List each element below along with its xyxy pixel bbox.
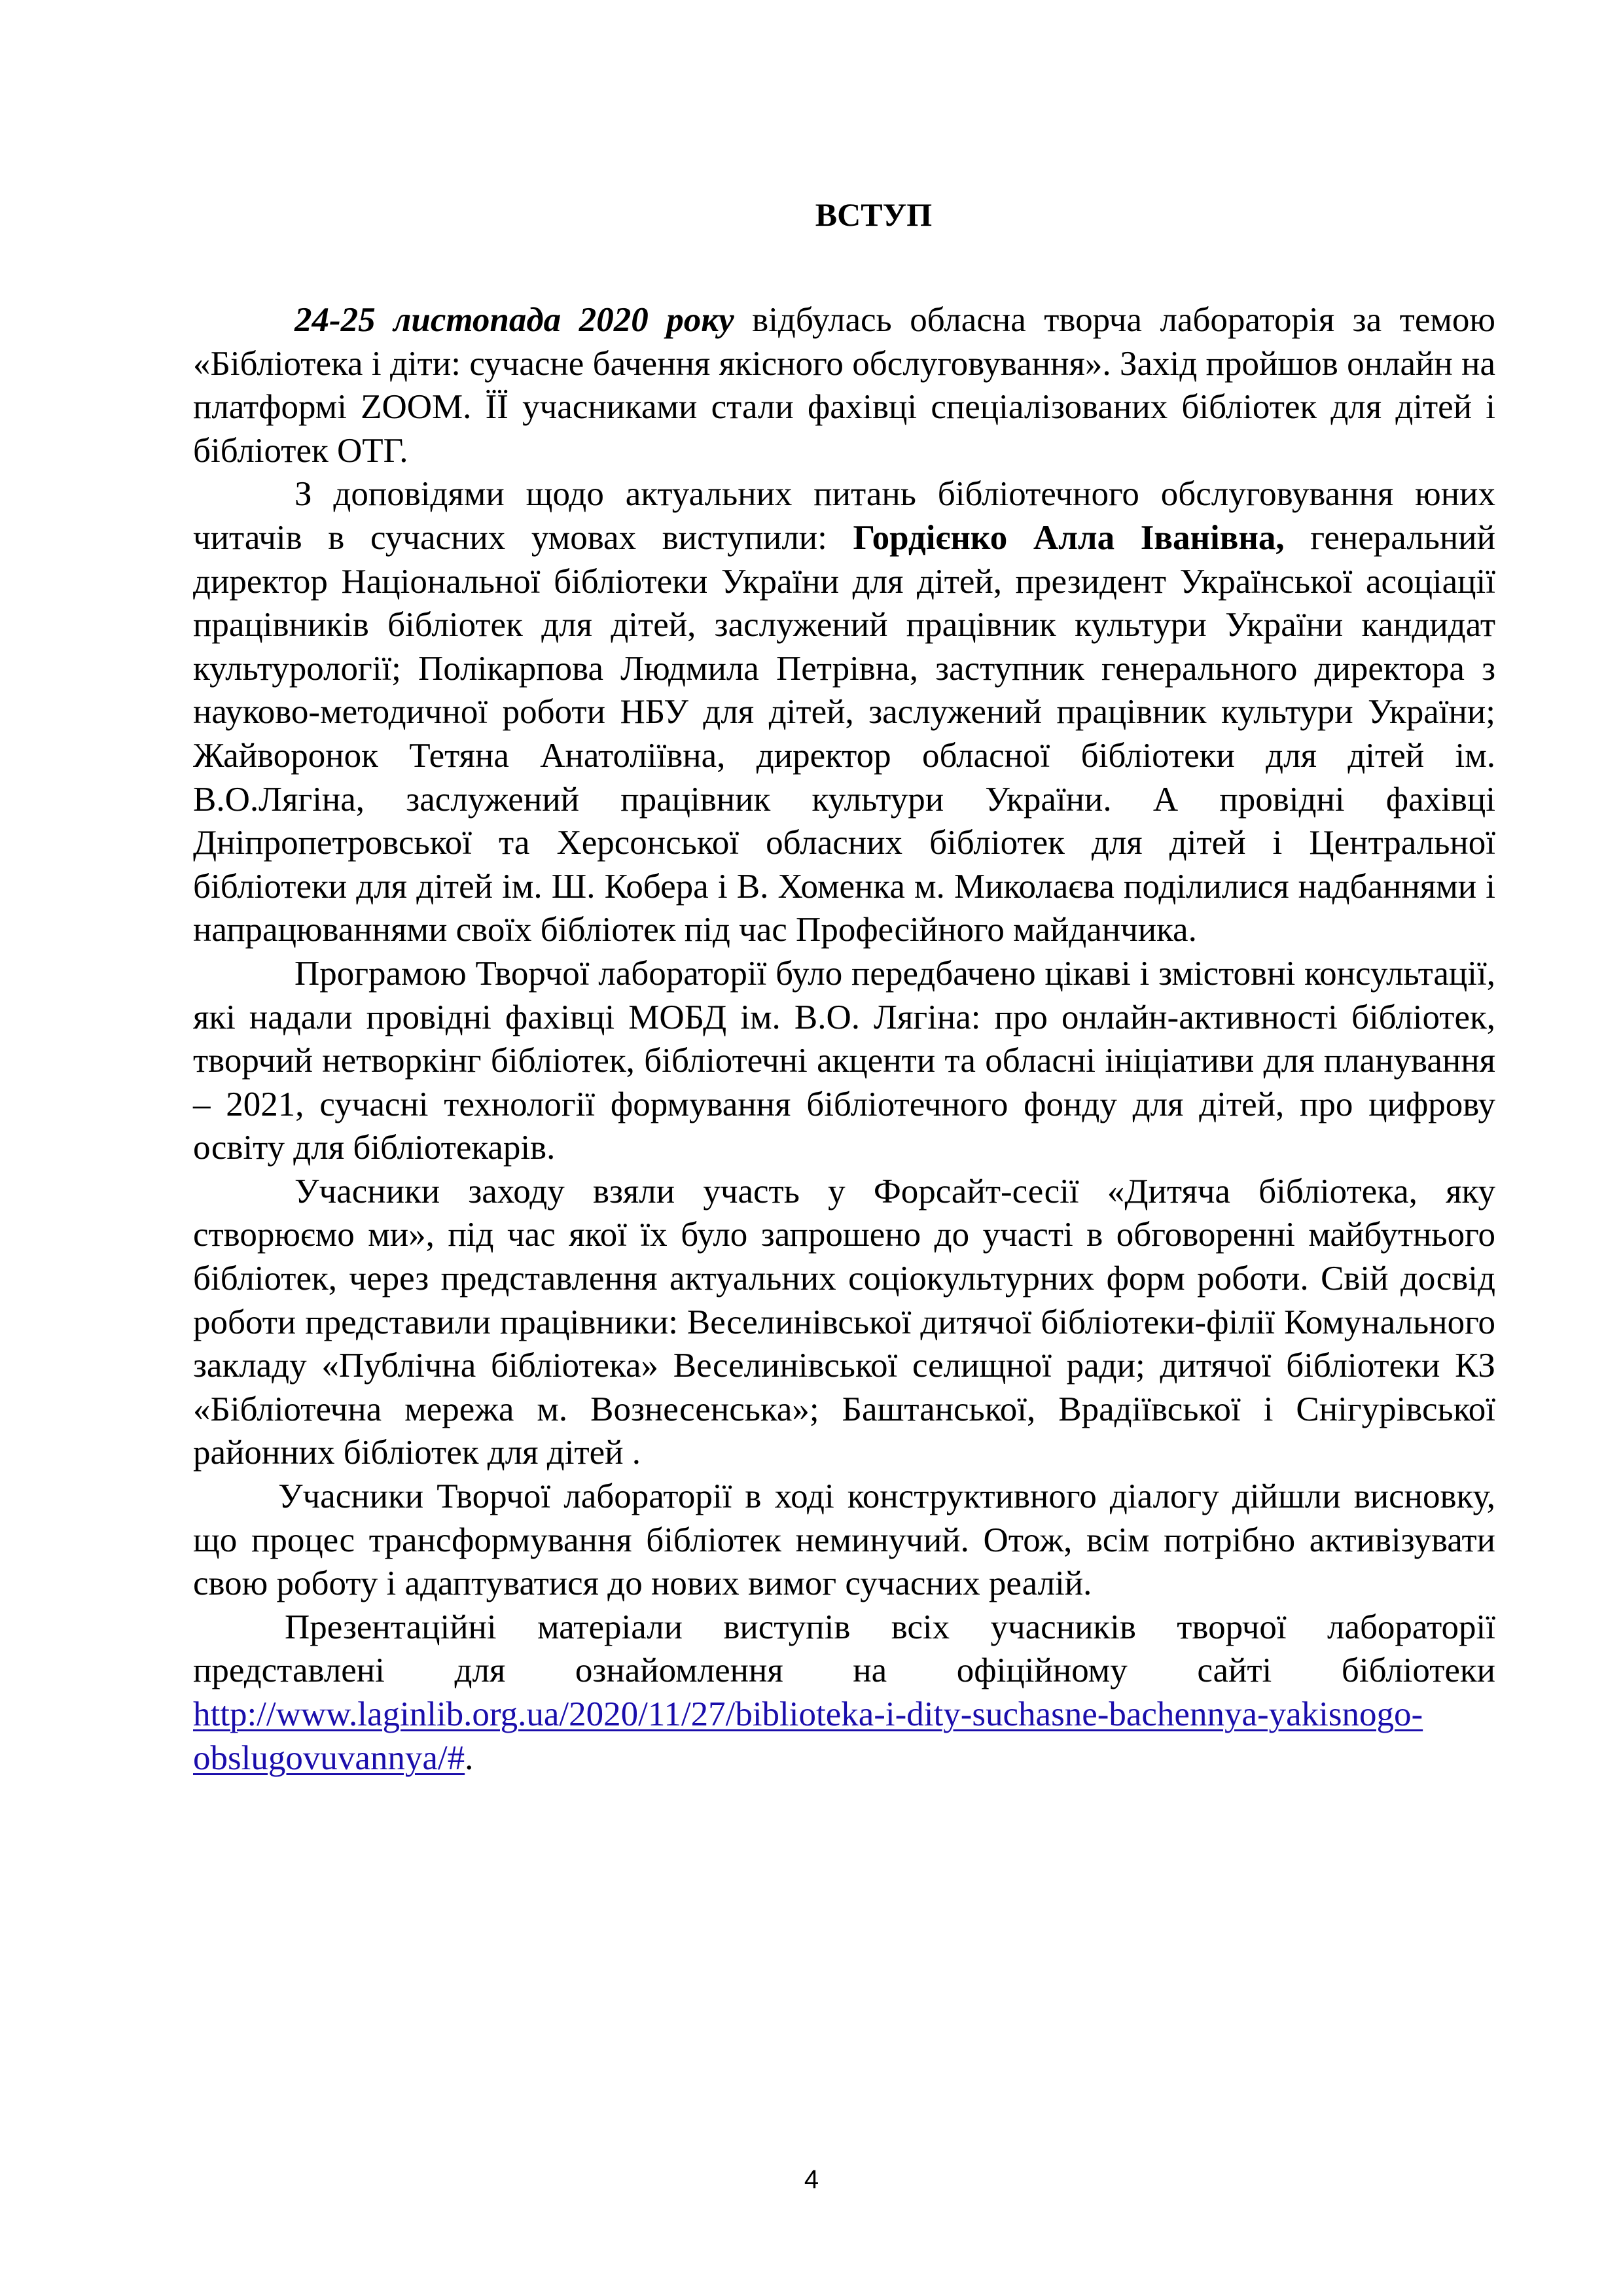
paragraph-speakers-text-after: генеральний директор Національної бібліотеки України для дітей, президент Української асоціації працівників бібліотек для дітей, заслужений працівник культури України кандидат культурології; Полікарпова Людмила Петрівна, заступник генерального директора з науково-методичної роботи НБУ для дітей, заслужений працівник культури України; Жайворонок Тетяна Анатоліївна, директор обласної бібліотеки для дітей ім. В.О.Лягіна, заслужений працівник культури України. А провідні фахівці Дніпропетровської та Херсонської обласних бібліотек для дітей і Центральної бібліотеки для дітей ім. Ш. Кобера і В. Хоменка м. Миколаєва поділилися надбаннями і напрацюваннями своїх бібліотек під час Професійного майданчика. xyxy=(193,518,1495,949)
paragraph-program: Програмою Творчої лабораторії було передбачено цікаві і змістовні консультації, які надали провідні фахівці МОБД ім. В.О. Лягіна: про онлайн-активності бібліотек, творчий нетворкінг бібліотек, бібліотечні акценти та обласні ініціативи для планування – 2021, сучасні технології формування бібліотечного фонду для дітей, про цифрову освіту для бібліотекарів. xyxy=(193,954,1495,1167)
page-number: 4 xyxy=(804,2165,819,2194)
paragraph-conclusion: Учасники Творчої лабораторії в ході конструктивного діалогу дійшли висновку, що процес трансформування бібліотек неминучий. Отож, всім потрібно активізувати свою роботу і адаптуватися до нових вимог сучасних реалій. xyxy=(193,1477,1495,1603)
paragraph-foresight: Учасники заходу взяли участь у Форсайт-сесії «Дитяча бібліотека, яку створюємо ми», під час якої їх було запрошено до участі в обговоренні майбутнього бібліотек, через представлення актуальних соціокультурних форм роботи. Свій досвід роботи представили працівники: Веселинівської дитячої бібліотеки-філії Комунального закладу «Публічна бібліотека» Веселинівської селищної ради; дитячої бібліотеки КЗ «Бібліотечна мережа м. Вознесенська»; Баштанської, Врадіївської і Снігурівської районних бібліотек для дітей . xyxy=(193,1172,1495,1472)
paragraph-materials xyxy=(193,1606,1495,1780)
paragraph-speakers xyxy=(193,472,1495,952)
paragraph-materials-tail: . xyxy=(465,1739,474,1777)
paragraph-speakers-text-before: З доповідями щодо актуальних питань бібліотечного обслуговування юних читачів в сучасних умовах виступили: xyxy=(193,475,1495,557)
library-site-link[interactable]: http://www.laginlib.org.ua/2020/11/27/biblioteka-i-dity-suchasne-bachennya-yakisnogo-obslugovuvannya/# xyxy=(193,1695,1423,1777)
event-date: 24-25 листопада 2020 року xyxy=(294,301,734,339)
paragraph-materials-text: Презентаційні матеріали виступів всіх учасників творчої лабораторії представлені для ознайомлення на офіційному сайті бібліотеки xyxy=(193,1608,1495,1690)
document-body xyxy=(193,298,1495,1780)
paragraph-intro-text: відбулась обласна творча лабораторія за темою «Бібліотека і діти: сучасне бачення якісного обслуговування». Захід пройшов онлайн на платформі ZOOM. ЇЇ учасниками стали фахівці спеціалізованих бібліотек для дітей і бібліотек ОТГ. xyxy=(193,301,1495,470)
document-page xyxy=(193,193,1495,1780)
page-title: ВСТУП xyxy=(815,196,933,233)
speaker-name: Гордієнко Алла Іванівна, xyxy=(853,518,1285,557)
paragraph-intro xyxy=(193,298,1495,472)
